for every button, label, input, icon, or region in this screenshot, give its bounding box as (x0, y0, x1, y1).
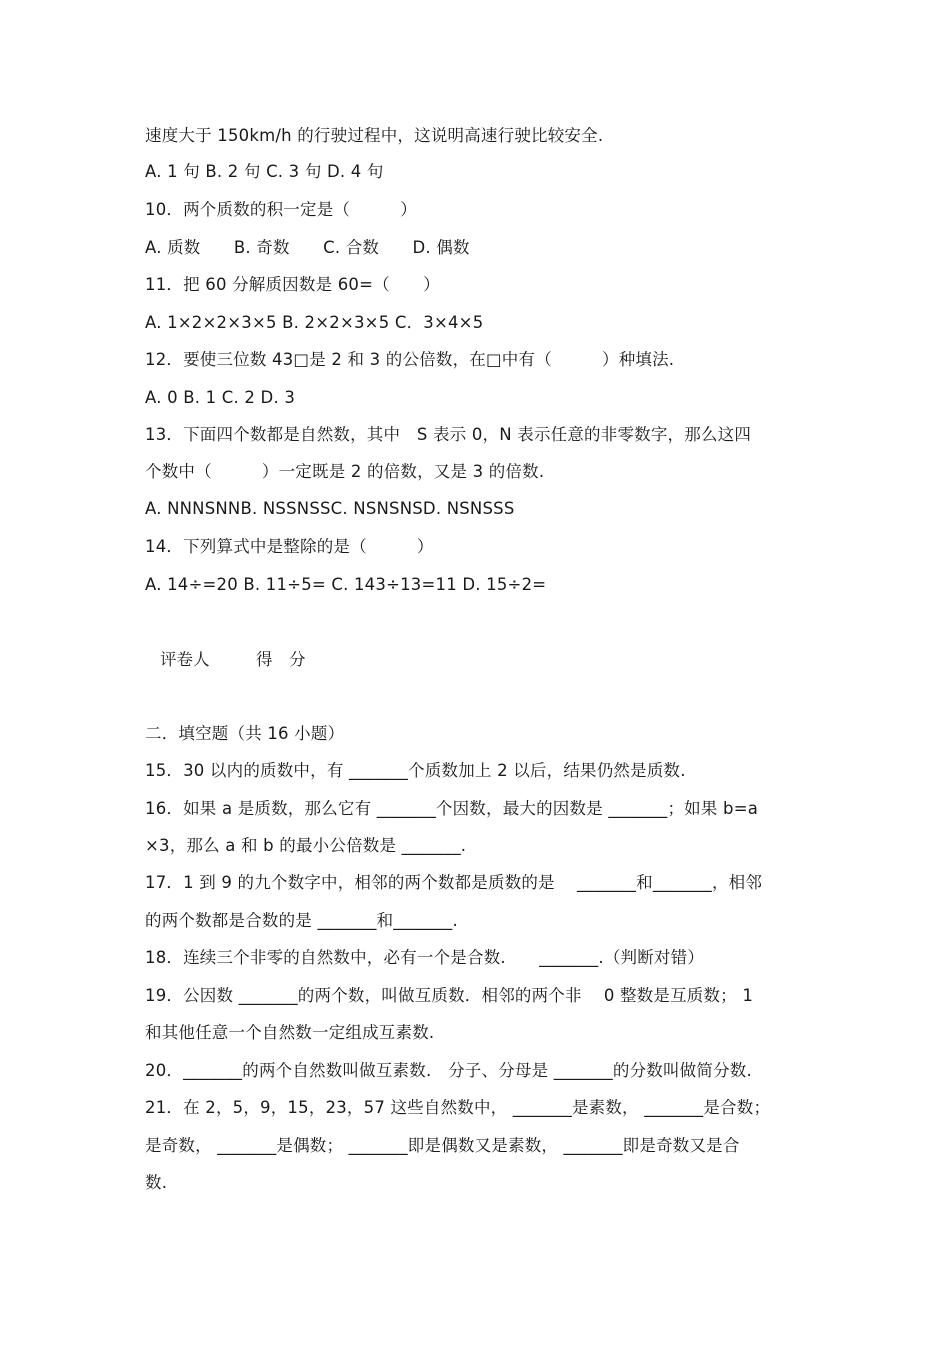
question-13: 13．下面四个数都是自然数，其中 S 表示 0，N 表示任意的非零数字，那么这四 (145, 425, 752, 444)
question-12: 12．要使三位数 43□是 2 和 3 的公倍数，在□中有（ ）种填法. (145, 350, 675, 369)
question-17: 17．1 到 9 的九个数字中，相邻的两个数都是质数的是 _______和_______，相邻 (145, 873, 763, 892)
question-9-continuation: 速度大于 150km/h 的行驶过程中，这说明高速行驶比较安全. (145, 126, 604, 145)
question-20: 20．_______的两个自然数叫做互素数. 分子、分母是 _______的分数叫做简分数. (145, 1061, 752, 1080)
question-10-options: A. 质数 B. 奇数 C. 合数 D. 偶数 (145, 238, 470, 257)
score-label: 得 分 (256, 650, 306, 669)
question-10: 10．两个质数的积一定是（ ） (145, 200, 417, 219)
question-18: 18．连续三个非零的自然数中，必有一个是合数. _______.（判断对错） (145, 948, 705, 967)
grader-label: 评卷人 (160, 650, 210, 669)
question-15: 15．30 以内的质数中，有 _______个质数加上 2 以后，结果仍然是质数. (145, 761, 686, 780)
question-12-options: A. 0 B. 1 C. 2 D. 3 (145, 388, 296, 407)
question-14: 14．下列算式中是整除的是（ ） (145, 537, 434, 556)
question-14-options: A. 14÷=20 B. 11÷5= C. 143÷13=11 D. 15÷2= (145, 575, 547, 594)
question-16: 16．如果 a 是质数，那么它有 _______个因数，最大的因数是 _______；如果 b=a (145, 799, 759, 818)
question-13-options: A. NNNSNNB. NSSNSSC. NSNSNSD. NSNSSS (145, 499, 515, 518)
question-19: 19．公因数 _______的两个数，叫做互质数．相邻的两个非 0 整数是互质数； 1 (145, 986, 754, 1005)
question-11-options: A. 1×2×2×3×5 B. 2×2×3×5 C．3×4×5 (145, 313, 484, 332)
question-9-options: A. 1 句 B. 2 句 C. 3 句 D. 4 句 (145, 162, 384, 181)
question-17-continuation: 的两个数都是合数的是 _______和_______. (145, 911, 458, 930)
question-21-continuation: 是奇数， _______是偶数； _______即是偶数又是素数， _______即是奇数又是合 (145, 1136, 740, 1155)
question-16-continuation: ×3，那么 a 和 b 的最小公倍数是 _______. (145, 836, 467, 855)
question-19-continuation: 和其他任意一个自然数一定组成互素数. (145, 1023, 435, 1042)
question-11: 11．把 60 分解质因数是 60=（ ） (145, 275, 440, 294)
question-21: 21．在 2，5，9，15，23，57 这些自然数中， _______是素数， _______是合数； (145, 1098, 771, 1117)
section-2-heading: 二．填空题（共 16 小题） (145, 724, 345, 743)
question-21-end: 数. (145, 1173, 168, 1192)
question-13-continuation: 个数中（ ）一定既是 2 的倍数，又是 3 的倍数. (145, 462, 545, 481)
